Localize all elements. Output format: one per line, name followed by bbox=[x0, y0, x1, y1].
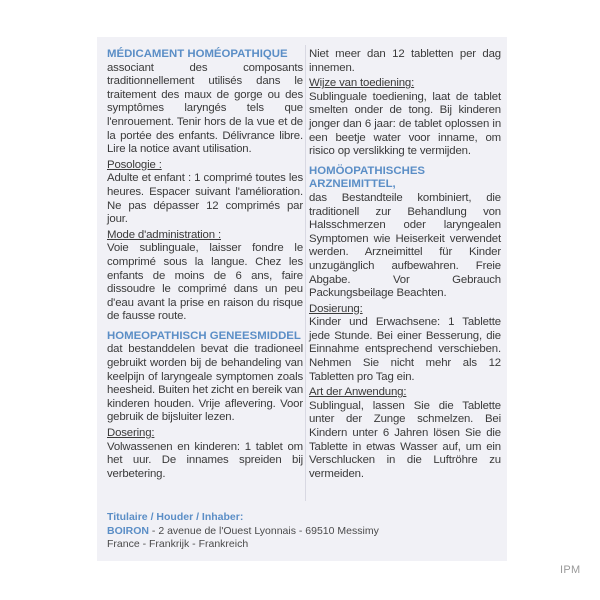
fr-posology-label: Posologie : bbox=[107, 158, 162, 171]
company-name: BOIRON bbox=[107, 524, 149, 537]
ipm-watermark: IPM bbox=[560, 564, 581, 576]
de-dosage-text: Kinder und Erwachsene: 1 Tablette jede Stunde. Bei einer Besserung, die Einnahme entsprechend verschieben. Nehmen Sie nicht mehr als 12 Tabletten pro Tag ein. bbox=[309, 316, 501, 383]
holder-country: France - Frankrijk - Frankreich bbox=[107, 538, 249, 551]
holder-label: Titulaire / Houder / Inhaber: bbox=[107, 511, 244, 523]
holder-footer bbox=[107, 511, 407, 552]
fr-intro: associant des composants traditionnellement utilisés dans le traitement des maux de gorge ou des symptômes laryngés tels que l'enrouement. Tenir hors de la vue et de la portée des enfants. Délivrance libre. Lire la notice avant utilisation. bbox=[107, 61, 303, 156]
nl-admin-text: Sublinguale toediening, laat de tablet smelten onder de tong. Bij kinderen jonger dan 6 jaar: de tablet oplossen in een beetje water voor inname, om risico op verslikking te vermijden. bbox=[309, 90, 501, 158]
de-heading: HOMÖOPATHISCHES ARZNEIMITTEL, bbox=[309, 164, 426, 191]
fr-posology-text: Adulte et enfant : 1 comprimé toutes les heures. Espacer suivant l'amélioration. Ne pas dépasser 12 comprimés par jour. bbox=[107, 172, 303, 226]
nl-intro: dat bestanddelen bevat die tradioneel gebruikt worden bij de behandeling van keelpijn of laryngeale symptomen zoals heesheid. Buiten het zicht en bereik van kinderen houden. Vrije aflevering. Voor gebruik de bijsluiter lezen. bbox=[107, 343, 304, 424]
holder-address-line bbox=[107, 525, 407, 539]
right-column bbox=[309, 48, 501, 481]
nl-dosage-continued: Niet meer dan 12 tabletten per dag innemen. bbox=[309, 48, 501, 74]
de-admin-label: Art der Anwendung: bbox=[309, 386, 407, 399]
de-intro: das Bestandteile kombiniert, die traditionell zur Behandlung von Halsschmerzen oder laryngealen Symptomen wie Heiserkeit verwendet werden. Arzneimittel für Kinder unzugänglich aufbewahren. Freie Abgabe. Vor Gebrauch Packungsbeilage Beachten. bbox=[309, 191, 501, 300]
left-column bbox=[107, 48, 303, 481]
nl-heading: HOMEOPATHISCH GENEESMIDDEL bbox=[107, 329, 301, 342]
leaflet-panel bbox=[97, 37, 507, 561]
de-admin-text: Sublingual, lassen Sie die Tablette unter der Zunge schmelzen. Bei Kindern unter 6 Jahren lösen Sie die Tablette in etwas Wasser auf, um ein Verschlucken in die Luftröhre zu vermeiden. bbox=[309, 399, 501, 480]
de-dosage-label: Dosierung: bbox=[309, 302, 363, 315]
fr-admin-label: Mode d'administration : bbox=[107, 228, 221, 241]
fr-heading: MÉDICAMENT HOMÉOPATHIQUE bbox=[107, 48, 288, 60]
nl-admin-label: Wijze van toediening: bbox=[309, 77, 415, 90]
fr-admin-text: Voie sublinguale, laisser fondre le comprimé sous la langue. Chez les enfants de moins de 6 ans, faire dissoudre le comprimé dans un peu d'eau avant la prise en raison du risque de fausse route. bbox=[107, 242, 303, 323]
company-address: - 2 avenue de l'Ouest Lyonnais - 69510 Messimy bbox=[149, 524, 379, 537]
nl-dosage-text: Volwassenen en kinderen: 1 tablet om het uur. De innames spreiden bij verbetering. bbox=[107, 440, 303, 480]
nl-dosage-label: Dosering: bbox=[107, 427, 155, 440]
column-divider bbox=[305, 45, 306, 501]
